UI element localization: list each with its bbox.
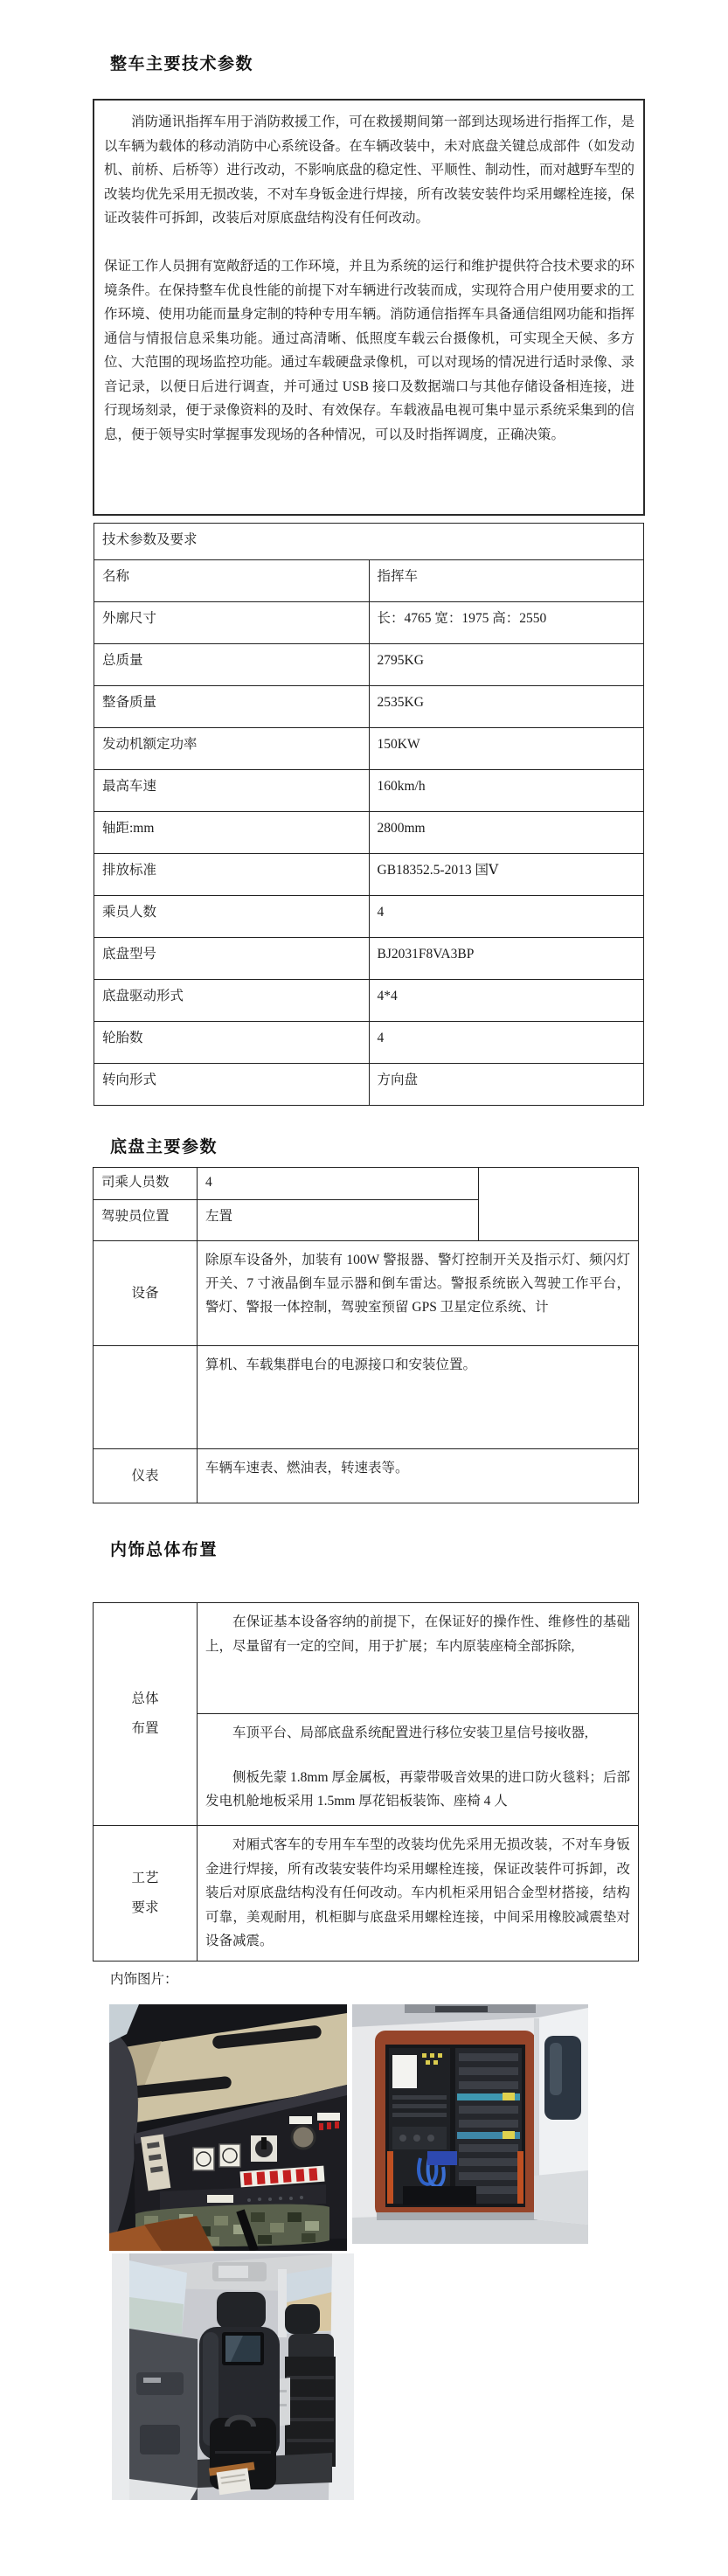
craft-label-line2: 要求 [131, 1899, 159, 1915]
craft-text: 对厢式客车的专用车车型的改装均优先采用无损改装，不对车身钣金进行焊接，所有改装安装件均采用螺栓连接，保证改装件可拆卸，改装后对原底盘结构没有任何改动。车内机柜采用铝合金型材搭接，结构可靠，美观耐用，机柜脚与底盘采用螺栓连接，中间采用橡胶减震垫对设备减震。 [205, 1837, 630, 1948]
table-row [94, 524, 644, 560]
craft-label-line1: 工艺 [131, 1870, 159, 1885]
table-row [94, 602, 644, 644]
param-label: 整备质量 [94, 686, 370, 728]
door-panel [129, 2329, 198, 2500]
param-label: 底盘型号 [94, 938, 370, 980]
table-row [94, 1241, 639, 1346]
param-label: 外廓尺寸 [94, 602, 370, 644]
param-value: 2795KG [369, 644, 644, 686]
table1-header-cell: 技术参数及要求 [94, 524, 644, 560]
second-headrest [285, 2304, 320, 2334]
table-row [94, 728, 644, 770]
param-label: 轮胎数 [94, 1022, 370, 1064]
param-label: 轴距:mm [94, 812, 370, 854]
param-label: 驾驶员位置 [94, 1200, 198, 1241]
param-label: 发动机额定功率 [94, 728, 370, 770]
table-row [94, 1168, 639, 1200]
table-row [94, 812, 644, 854]
param-label: 仪表 [94, 1449, 198, 1503]
equipment-description-continued: 算机、车载集群电台的电源接口和安装位置。 [198, 1346, 639, 1449]
intro-paragraph-2: 保证工作人员拥有宽敞舒适的工作环境，并且为系统的运行和维护提供符合技术要求的环境条件。在保持整车优良性能的前提下对车辆进行改装而成，实现符合用户使用要求的工作环境、使用功能而量身定制的特种专用车辆。消防通信指挥车具备通信组网功能和指挥通信与情报信息采集功能。通过高清晰、低照度车载云台摄像机，可实现全天候、多方位、大范围的现场监控功能。通过车载硬盘录像机，可以对现场的情况进行适时录像、录音记录，以便日后进行调查，并可通过 USB 接口及数据端口与其他存储设备相连接，进行现场刻录，便于录像资料的及时、有效保存。车载液晶电视可集中显示系统采集到的信息，便于领导实时掌握事发现场的各种情况，可以及时指挥调度，正确决策。 [104, 259, 634, 442]
param-label: 最高车速 [94, 770, 370, 812]
right-rack-column [455, 2048, 522, 2204]
param-value: 150KW [369, 728, 644, 770]
table-row [94, 560, 644, 602]
interior-photos-label: 内饰图片： [110, 1972, 178, 1987]
table-row [94, 1022, 644, 1064]
layout-label-line1: 总体 [131, 1691, 159, 1706]
param-label: 乘员人数 [94, 896, 370, 938]
table-row [94, 770, 644, 812]
section-title-chassis-parameters: 底盘主要参数 [110, 1138, 218, 1156]
intro-paragraph-1: 消防通讯指挥车用于消防救援工作，可在救援期间第一部到达现场进行指挥工作，是以车辆为载体的移动消防中心系统设备。在车辆改装中，未对底盘关键总成部件（如发动机、前桥、后桥等）进行改动，不影响底盘的稳定性、平顺性、制动性，而对越野车型的改装均优先采用无损改装，不对车身钣金进行焊接，所有改装安装件均采用螺栓连接，保证改装件可拆卸，改装后对原底盘结构没有任何改动。 [104, 115, 634, 226]
param-label: 设备 [94, 1241, 198, 1346]
table-row [94, 1346, 639, 1449]
param-value: 左置 [198, 1200, 479, 1241]
layout-label-line2: 布置 [131, 1721, 159, 1736]
table-row [94, 1603, 639, 1714]
param-label: 转向形式 [94, 1064, 370, 1106]
instrument-description: 车辆车速表、燃油表，转速表等。 [198, 1449, 639, 1503]
table-row [94, 896, 644, 938]
param-value: 指挥车 [369, 560, 644, 602]
param-value: BJ2031F8VA3BP [369, 938, 644, 980]
table-row [94, 686, 644, 728]
table-row [94, 644, 644, 686]
black-case [285, 2357, 336, 2467]
vehicle-parameters-table [94, 523, 644, 1106]
section-title-vehicle-parameters: 整车主要技术参数 [110, 55, 254, 73]
param-label: 名称 [94, 560, 370, 602]
table-row [94, 938, 644, 980]
rack-cabinet-interior-photo [352, 2004, 588, 2244]
rear-seats-illustration [112, 2253, 354, 2500]
round-gauge [292, 2126, 315, 2149]
section-title-interior-layout: 内饰总体布置 [110, 1541, 218, 1559]
interior-layout-table [93, 1602, 639, 1962]
param-value: 4 [369, 896, 644, 938]
param-value: 4 [369, 1022, 644, 1064]
rotary-switch [251, 2135, 277, 2162]
param-value: 160km/h [369, 770, 644, 812]
layout-cell-1 [198, 1603, 639, 1714]
param-label: 总质量 [94, 644, 370, 686]
param-value: GB18352.5-2013 国Ⅴ [369, 854, 644, 896]
empty-cell [94, 1346, 198, 1449]
table-row [94, 980, 644, 1022]
equipment-description: 除原车设备外，加装有 100W 警报器、警灯控制开关及指示灯、频闪灯开关、7 寸液晶倒车显示器和倒车雷达。警报系统嵌入驾驶工作平台，警灯、警报一体控制，驾驶室预留 GPS 卫星定位系统、计 [198, 1241, 639, 1346]
equipment-panel-illustration [109, 2004, 347, 2251]
param-label: 底盘驱动形式 [94, 980, 370, 1022]
equipment-panel-interior-photo [109, 2004, 347, 2251]
param-value: 2800mm [369, 812, 644, 854]
param-value: 长：4765 宽：1975 高：2550 [369, 602, 644, 644]
craft-cell [198, 1826, 639, 1962]
intro-text-box [93, 99, 645, 516]
layout-label [94, 1603, 198, 1826]
chassis-parameters-table [93, 1167, 639, 1503]
layout-text-2a: 车顶平台、局部底盘系统配置进行移位安装卫星信号接收器, [232, 1725, 588, 1740]
craft-label [94, 1826, 198, 1962]
table-row [94, 1449, 639, 1503]
empty-cell [479, 1168, 639, 1241]
param-value: 方向盘 [369, 1064, 644, 1106]
rack-cabinet-illustration [352, 2004, 588, 2244]
layout-text-1: 在保证基本设备容纳的前提下，在保证好的操作性、维修性的基础上，尽量留有一定的空间，用于扩展；车内原装座椅全部拆除, [205, 1614, 630, 1654]
table-row [94, 854, 644, 896]
vehicle-door [534, 2008, 588, 2225]
door-edge [112, 2253, 129, 2500]
rear-seats-interior-photo [112, 2253, 354, 2500]
param-value: 2535KG [369, 686, 644, 728]
param-label: 司乘人员数 [94, 1168, 198, 1200]
layout-cell-2 [198, 1714, 639, 1826]
table-row [94, 1826, 639, 1962]
table-row [94, 1064, 644, 1106]
param-value: 4 [198, 1168, 479, 1200]
param-value: 4*4 [369, 980, 644, 1022]
layout-text-2b: 侧板先蒙 1.8mm 厚金属板，再蒙带吸音效果的进口防火毯料；后部发电机舱地板采用 1.5mm 厚花铝板装饰、座椅 4 人 [205, 1769, 630, 1809]
param-label: 排放标准 [94, 854, 370, 896]
